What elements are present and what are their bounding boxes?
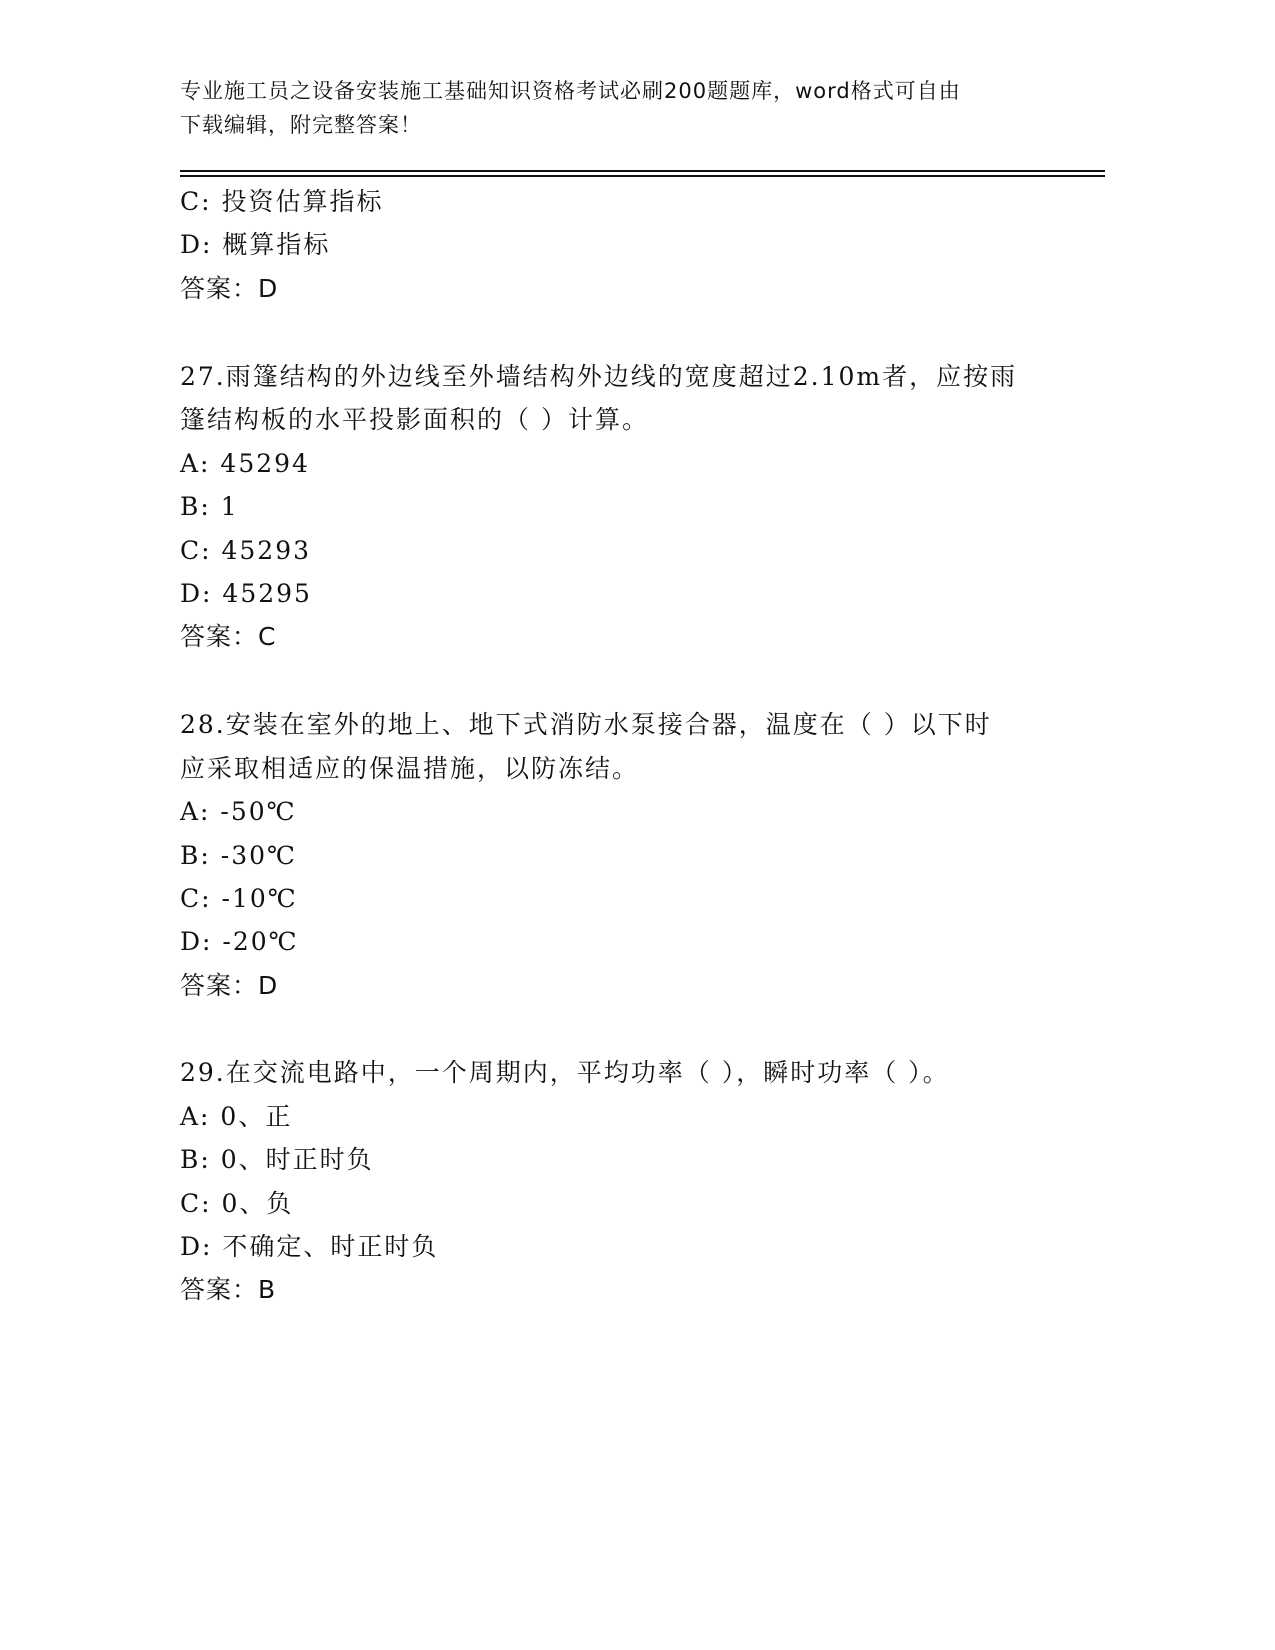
q28-option-b: B: -30℃ [180, 841, 297, 870]
document-header [180, 74, 1050, 142]
q28-option-a: A: -50℃ [180, 797, 297, 826]
q27-option-a: A: 45294 [180, 449, 310, 478]
header-divider-top [180, 170, 1105, 172]
q26-option-d: D: 概算指标 [180, 230, 331, 259]
q27-answer: 答案：C [180, 622, 277, 651]
q29-answer: 答案：B [180, 1275, 277, 1304]
header-title-line-2: 下载编辑，附完整答案！ [180, 113, 422, 137]
q29-option-b: B: 0、时正时负 [180, 1145, 374, 1174]
q27-option-b: B: 1 [180, 492, 239, 521]
q27-option-d: D: 45295 [180, 579, 312, 608]
header-title-line-1: 专业施工员之设备安装施工基础知识资格考试必刷200题题库，word格式可自由 [180, 79, 961, 103]
q29-option-a: A: 0、正 [180, 1102, 293, 1131]
q26-answer: 答案：D [180, 274, 279, 303]
q28-stem-line-2: 应采取相适应的保温措施，以防冻结。 [180, 754, 640, 783]
q28-option-c: C: -10℃ [180, 884, 298, 913]
q28-stem-line-1: 28.安装在室外的地上、地下式消防水泵接合器，温度在（ ）以下时 [180, 710, 992, 739]
q28-option-d: D: -20℃ [180, 927, 299, 956]
q27-option-c: C: 45293 [180, 536, 312, 565]
q27-stem-line-2: 篷结构板的水平投影面积的（ ）计算。 [180, 405, 649, 434]
q26-option-c: C: 投资估算指标 [180, 187, 384, 216]
q29-option-d: D: 不确定、时正时负 [180, 1232, 439, 1261]
header-divider-bottom [180, 175, 1105, 177]
q29-option-c: C: 0、负 [180, 1189, 294, 1218]
q28-answer: 答案：D [180, 971, 279, 1000]
q27-stem-line-1: 27.雨篷结构的外边线至外墙结构外边线的宽度超过2.10m者，应按雨 [180, 362, 1018, 391]
q29-stem-line-1: 29.在交流电路中，一个周期内，平均功率（ ），瞬时功率（ ）。 [180, 1058, 950, 1087]
